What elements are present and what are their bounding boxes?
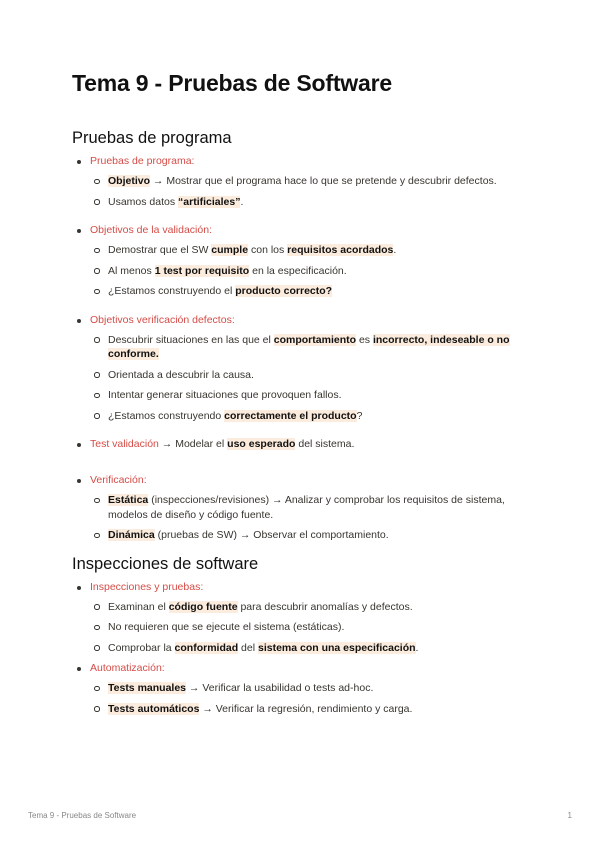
text: Descubrir situaciones en las que el [108, 333, 274, 346]
list-item [90, 702, 542, 717]
section-heading-pruebas-de-programa: Pruebas de programa [72, 129, 232, 147]
text: . [393, 244, 397, 256]
list-item [90, 174, 542, 189]
list-item [90, 409, 542, 424]
list-item [72, 223, 542, 299]
bullet-label: Pruebas de programa: [90, 155, 195, 167]
bullet-list [72, 580, 542, 717]
bullet-label: Test validación [90, 438, 159, 450]
text: del [238, 641, 258, 654]
highlight: Estática [108, 494, 149, 506]
page-title: Tema 9 - Pruebas de Software [72, 70, 392, 96]
list-item [90, 600, 542, 615]
list-item [72, 473, 542, 543]
text: . [415, 641, 419, 654]
text: Intentar generar situaciones que provoquen fallos. [108, 389, 342, 401]
text: → Verificar la regresión, rendimiento y carga. [199, 702, 413, 715]
text: Usamos datos [108, 195, 179, 208]
highlight: Tests automáticos [108, 702, 200, 715]
highlight: uso esperado [227, 438, 296, 450]
highlight: código fuente [168, 600, 238, 613]
text: ? [356, 409, 363, 422]
text: → Verificar la usabilidad o tests ad-hoc. [186, 682, 374, 694]
list-item [90, 333, 542, 362]
list-item [72, 661, 542, 716]
list-item [72, 437, 542, 452]
text: ¿Estamos construyendo el [108, 285, 236, 297]
list-item [90, 620, 542, 635]
highlight: sistema con una especificación [257, 641, 416, 654]
list-item [90, 284, 542, 299]
list-item [90, 528, 542, 543]
text: para descubrir anomalías y defectos. [237, 600, 413, 613]
text: → Mostrar que el programa hace lo que se pretende y descubrir defectos. [150, 175, 497, 187]
bullet-label: Objetivos verificación defectos: [90, 313, 235, 326]
list-item [72, 580, 542, 656]
text: Demostrar que el SW [108, 244, 212, 256]
sub-list [90, 681, 542, 716]
bullet-list [72, 154, 542, 543]
highlight: incorrecto, indeseable o no conforme. [108, 333, 510, 360]
section-heading-inspecciones-de-software: Inspecciones de software [72, 554, 259, 573]
list-item [90, 681, 542, 696]
text: Al menos [108, 264, 155, 277]
sub-list [90, 174, 542, 209]
list-item [90, 243, 542, 258]
text: No requieren que se ejecute el sistema (estáticas). [108, 621, 345, 633]
text: con los [248, 244, 288, 256]
text: del sistema. [295, 438, 355, 450]
highlight: Dinámica [108, 529, 155, 541]
list-item [90, 388, 542, 403]
bullet-label: Objetivos de la validación: [90, 224, 212, 236]
text: Comprobar la [108, 641, 175, 654]
text: (pruebas de SW) → Observar el comportamiento. [154, 529, 389, 541]
bullet-label: Verificación: [90, 474, 147, 486]
highlight: comportamiento [273, 333, 357, 346]
text: (inspecciones/revisiones) → Analizar y comprobar los requisitos de sistema, modelos de diseño y código fuente. [108, 494, 505, 521]
footer-title: Tema 9 - Pruebas de Software [28, 811, 137, 820]
list-item [90, 641, 542, 656]
text: Orientada a descubrir la causa. [108, 368, 254, 381]
highlight: correctamente el producto [224, 409, 357, 422]
page-footer [28, 811, 572, 820]
list-item [90, 368, 542, 383]
text: Examinan el [108, 600, 169, 613]
sub-list [90, 493, 542, 543]
list-item [72, 313, 542, 424]
highlight: Tests manuales [108, 682, 187, 694]
text: . [240, 195, 244, 208]
list-item [72, 154, 542, 209]
sub-list [90, 243, 542, 299]
highlight: producto correcto? [235, 285, 333, 297]
highlight: 1 test por requisito [154, 264, 250, 277]
document-page [72, 70, 542, 722]
highlight: cumple [211, 244, 249, 256]
text: es [356, 333, 373, 346]
highlight: “artificiales” [178, 195, 241, 208]
highlight: conformidad [174, 641, 239, 654]
sub-list [90, 600, 542, 656]
list-item [90, 195, 542, 210]
list-item [90, 264, 542, 279]
page-number: 1 [567, 811, 572, 820]
highlight: requisitos acordados [287, 244, 394, 256]
highlight: Objetivo [108, 175, 151, 187]
text: en la especificación. [249, 264, 347, 277]
list-item [90, 493, 542, 522]
sub-list [90, 333, 542, 424]
text: ¿Estamos construyendo [108, 409, 225, 422]
text: → Modelar el [158, 438, 228, 450]
bullet-label: Automatización: [90, 662, 165, 674]
bullet-label: Inspecciones y pruebas: [90, 580, 204, 593]
